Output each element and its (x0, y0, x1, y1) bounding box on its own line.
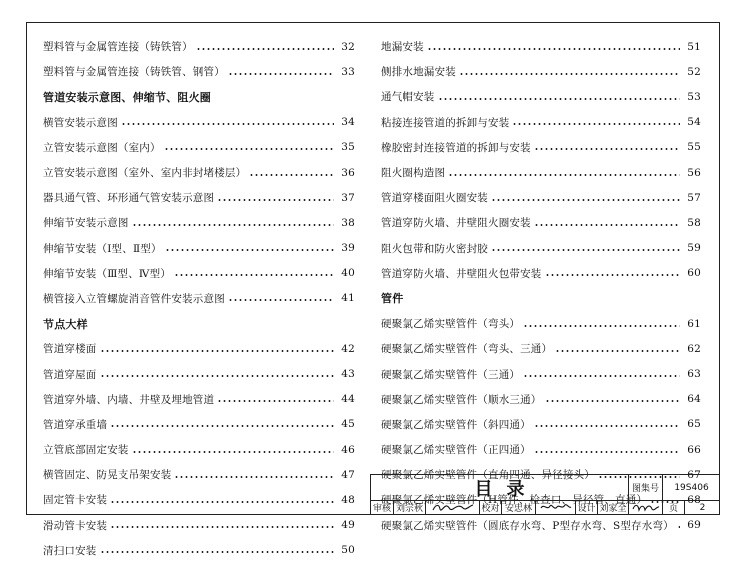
toc-entry-title: 伸缩节安装（Ⅰ型、Ⅱ型） (43, 242, 162, 255)
toc-entry-page: 63 (687, 368, 701, 381)
toc-heading-text: 节点大样 (43, 317, 88, 331)
toc-leader-dots (534, 224, 680, 226)
toc-entry-page: 47 (341, 468, 355, 481)
toc-entry-title: 管道穿防火墙、井壁阻火包带安装 (381, 267, 542, 280)
toc-entry (381, 236, 701, 261)
toc-entry (381, 387, 701, 412)
toc-leader-dots (534, 451, 680, 453)
toc-section-heading (43, 84, 355, 109)
toc-leader-dots (534, 425, 680, 427)
toc-entry-title: 管道穿防火墙、井壁阻火圈安装 (381, 217, 531, 230)
toc-entry (43, 236, 355, 261)
toc-entry-title: 横管安装示意图 (43, 116, 118, 129)
toc-leader-dots (132, 224, 334, 226)
toc-entry (43, 110, 355, 135)
toc-entry-title: 立管安装示意图（室内） (43, 141, 161, 154)
toc-entry (381, 437, 701, 462)
toc-entry-title: 硬聚氯乙烯实壁管件（弯头） (381, 318, 521, 331)
toc-entry (381, 84, 701, 109)
review-signature (425, 500, 479, 515)
toc-entry (43, 210, 355, 235)
toc-leader-dots (491, 249, 680, 251)
toc-entry (381, 412, 701, 437)
toc-entry-page: 53 (687, 90, 701, 103)
toc-entry-page: 49 (341, 519, 355, 532)
toc-entry (381, 185, 701, 210)
toc-entry-title: 滑动管卡安装 (43, 519, 108, 532)
toc-entry (43, 487, 355, 512)
toc-entry (381, 361, 701, 386)
toc-entry-page: 69 (687, 519, 701, 532)
check-label: 校对 (479, 500, 501, 515)
toc-leader-dots (448, 174, 680, 176)
toc-leader-dots (174, 274, 334, 276)
toc-entry-page: 36 (341, 166, 355, 179)
toc-entry (43, 34, 355, 59)
toc-entry-page: 55 (687, 141, 701, 154)
toc-entry-title: 硬聚氯乙烯实壁管件（正四通） (381, 444, 531, 457)
toc-right-column (381, 34, 701, 538)
toc-entry-page: 32 (341, 40, 355, 53)
toc-entry-title: 硬聚氯乙烯实壁管件（斜四通） (381, 418, 531, 431)
toc-entry (381, 513, 701, 538)
toc-entry-page: 41 (341, 292, 355, 305)
toc-entry (43, 387, 355, 412)
toc-entry (43, 462, 355, 487)
toc-entry-title: 硬聚氯乙烯实壁管件（三通） (381, 368, 521, 381)
toc-entry-title: 立管安装示意图（室外、室内非封堵楼层） (43, 167, 247, 180)
toc-entry-page: 64 (687, 393, 701, 406)
toc-entry-page: 38 (341, 216, 355, 229)
toc-leader-dots (555, 350, 680, 352)
toc-entry-page: 59 (687, 242, 701, 255)
toc-entry (381, 160, 701, 185)
toc-entry (43, 261, 355, 286)
toc-leader-dots (523, 325, 680, 327)
design-label: 设计 (575, 500, 597, 515)
toc-entry (43, 336, 355, 361)
toc-entry-title: 硬聚氯乙烯实壁管件（H管件、检查口、异径管、直通） (381, 494, 648, 507)
atlas-number-label: 图集号 (628, 475, 662, 500)
toc-entry-page: 56 (687, 166, 701, 179)
toc-entry-page: 54 (687, 116, 701, 129)
toc-leader-dots (110, 425, 334, 427)
toc-entry-page: 50 (341, 544, 355, 557)
toc-entry-page: 42 (341, 342, 355, 355)
toc-leader-dots (512, 123, 680, 125)
toc-entry-page: 68 (687, 493, 701, 506)
design-signature (628, 500, 662, 515)
toc-leader-dots (164, 148, 334, 150)
toc-leader-dots (427, 48, 680, 50)
toc-entry-title: 横管固定、防晃支吊架安装 (43, 469, 172, 482)
toc-entry-page: 60 (687, 267, 701, 280)
toc-section-heading (381, 286, 701, 311)
toc-entry (43, 538, 355, 563)
toc-entry (43, 437, 355, 462)
toc-entry-title: 塑料管与金属管连接（铸铁管、钢管） (43, 66, 225, 79)
toc-leader-dots (196, 48, 334, 50)
toc-entry (381, 336, 701, 361)
toc-entry-page: 66 (687, 443, 701, 456)
toc-leader-dots (228, 299, 334, 301)
toc-entry-page: 33 (341, 65, 355, 78)
toc-entry-title: 伸缩节安装示意图 (43, 217, 129, 230)
toc-entry (43, 286, 355, 311)
toc-entry-title: 粘接连接管道的拆卸与安装 (381, 116, 510, 129)
toc-entry (43, 412, 355, 437)
toc-entry (381, 210, 701, 235)
toc-leader-dots (249, 174, 334, 176)
toc-leader-dots (677, 526, 680, 528)
toc-entry-title: 地漏安装 (381, 41, 424, 54)
toc-leader-dots (523, 375, 680, 377)
toc-entry-title: 横管接入立管螺旋消音管件安装示意图 (43, 292, 225, 305)
toc-entry (43, 135, 355, 160)
toc-entry-page: 67 (687, 468, 701, 481)
toc-entry-title: 硬聚氯乙烯实壁管件（圆底存水弯、P型存水弯、S型存水弯） (381, 519, 674, 532)
toc-leader-dots (100, 551, 335, 553)
toc-entry-page: 48 (341, 493, 355, 506)
toc-left-column (43, 34, 355, 563)
toc-entry-page: 51 (687, 40, 701, 53)
toc-entry-page: 34 (341, 116, 355, 129)
toc-entry-title: 硬聚氯乙烯实壁管件（直角四通、异径接头） (381, 469, 595, 482)
toc-entry-title: 橡胶密封连接管道的拆卸与安装 (381, 141, 531, 154)
toc-leader-dots (545, 274, 681, 276)
toc-entry-page: 65 (687, 418, 701, 431)
toc-entry-title: 管道穿楼面 (43, 343, 97, 356)
toc-entry (43, 513, 355, 538)
toc-leader-dots (174, 476, 334, 478)
toc-leader-dots (165, 249, 334, 251)
check-name: 安忠林 (501, 500, 535, 515)
toc-heading-text: 管件 (381, 292, 404, 306)
toc-section-heading (43, 311, 355, 336)
title-block (370, 474, 720, 515)
toc-entry-title: 管道穿承重墙 (43, 418, 108, 431)
toc-leader-dots (110, 526, 334, 528)
design-name: 刘家全 (597, 500, 628, 515)
toc-entry-title: 阻火圈构造图 (381, 167, 446, 180)
toc-entry (43, 185, 355, 210)
toc-leader-dots (121, 123, 334, 125)
check-signature (535, 500, 575, 515)
toc-entry-title: 器具通气管、环形通气管安装示意图 (43, 192, 215, 205)
toc-entry-page: 52 (687, 65, 701, 78)
toc-leader-dots (545, 400, 681, 402)
toc-entry-page: 46 (341, 443, 355, 456)
toc-entry-page: 57 (687, 191, 701, 204)
toc-leader-dots (438, 98, 681, 100)
toc-entry-title: 硬聚氯乙烯实壁管件（弯头、三通） (381, 343, 553, 356)
toc-entry-page: 39 (341, 242, 355, 255)
toc-entry-page: 61 (687, 317, 701, 330)
atlas-number-value: 19S406 (662, 475, 720, 500)
toc-leader-dots (534, 148, 680, 150)
page-title: 目录 (474, 478, 539, 500)
toc-entry (43, 361, 355, 386)
toc-entry-title: 管道穿外墙、内墙、井壁及埋地管道 (43, 393, 215, 406)
toc-entry-title: 固定管卡安装 (43, 494, 108, 507)
toc-entry (381, 110, 701, 135)
toc-leader-dots (100, 350, 335, 352)
toc-entry-page: 62 (687, 342, 701, 355)
toc-entry (381, 135, 701, 160)
toc-entry-title: 管道穿屋面 (43, 368, 97, 381)
toc-entry-title: 清扫口安装 (43, 544, 97, 557)
toc-entry-page: 43 (341, 368, 355, 381)
page-number: 2 (684, 500, 720, 515)
toc-entry (381, 311, 701, 336)
toc-entry-page: 58 (687, 216, 701, 229)
toc-leader-dots (228, 73, 334, 75)
toc-leader-dots (110, 501, 334, 503)
toc-entry-page: 35 (341, 141, 355, 154)
toc-entry-title: 塑料管与金属管连接（铸铁管） (43, 41, 193, 54)
toc-leader-dots (217, 199, 334, 201)
review-name: 刘宗秋 (393, 500, 425, 515)
toc-leader-dots (217, 400, 334, 402)
toc-entry-page: 45 (341, 418, 355, 431)
toc-entry-title: 管道穿楼面阻火圈安装 (381, 192, 488, 205)
toc-entry (381, 34, 701, 59)
toc-entry-title: 通气帽安装 (381, 91, 435, 104)
toc-entry (381, 261, 701, 286)
toc-entry-page: 40 (341, 267, 355, 280)
toc-leader-dots (491, 199, 680, 201)
review-label: 审核 (372, 504, 391, 514)
toc-entry-title: 立管底部固定安装 (43, 444, 129, 457)
toc-entry-title: 硬聚氯乙烯实壁管件（顺水三通） (381, 393, 542, 406)
toc-entry (43, 59, 355, 84)
toc-entry-title: 阻火包带和防火密封胶 (381, 242, 488, 255)
toc-leader-dots (100, 375, 335, 377)
toc-leader-dots (459, 73, 680, 75)
toc-entry-title: 侧排水地漏安装 (381, 66, 456, 79)
toc-heading-text: 管道安装示意图、伸缩节、阻火圈 (43, 90, 211, 104)
page-label: 页 (662, 500, 684, 515)
toc-entry (381, 59, 701, 84)
toc-entry (43, 160, 355, 185)
toc-entry-page: 44 (341, 393, 355, 406)
toc-leader-dots (132, 451, 334, 453)
toc-entry-title: 伸缩节安装（Ⅲ型、Ⅳ型） (43, 267, 172, 280)
toc-entry-page: 37 (341, 191, 355, 204)
